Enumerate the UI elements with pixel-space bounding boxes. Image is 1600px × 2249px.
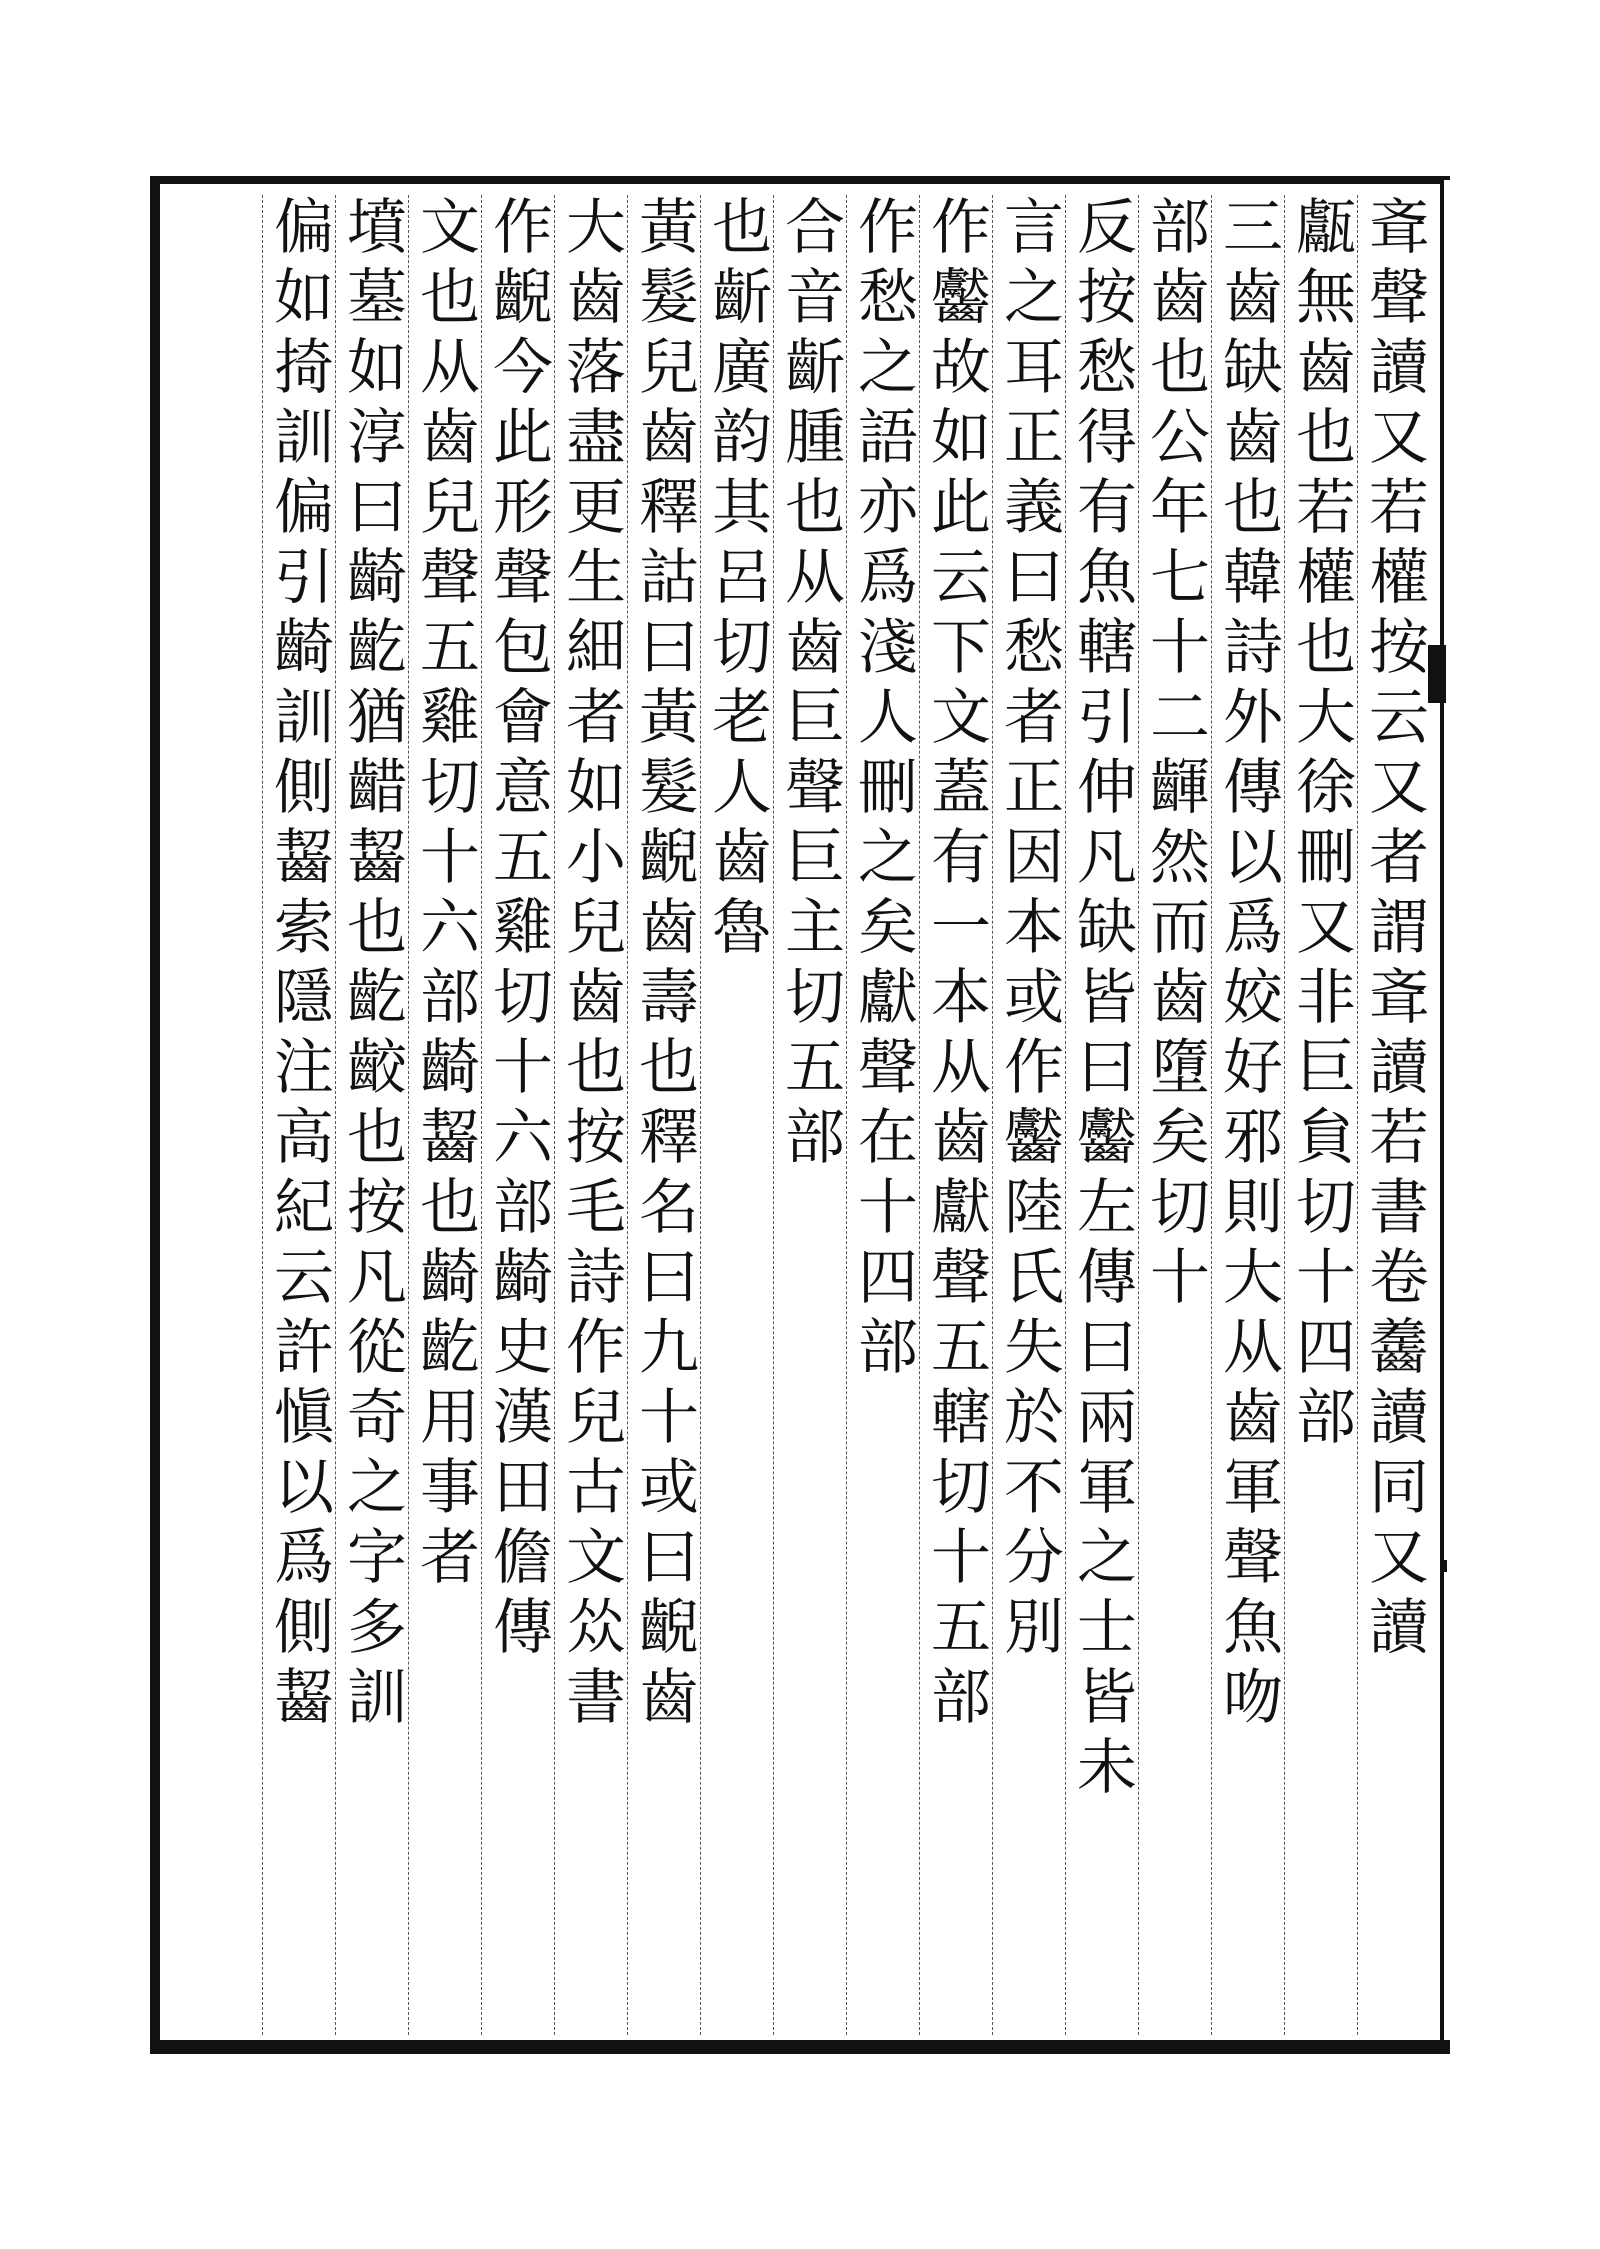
text-column [773, 195, 846, 2035]
text-column [1065, 195, 1138, 2035]
frame-right-rule [1440, 180, 1444, 2050]
column-text: 也齗廣韵其呂切老人齒魯 [702, 195, 772, 965]
text-column [1138, 195, 1211, 2035]
column-text: 墳墓如淳曰齮齕猶齰齧也齕齩也按凡從奇之字多訓 [337, 195, 407, 1735]
fishtail-mark [1428, 645, 1446, 703]
column-text: 三齒缺齒也韓詩外傳以爲姣好邪則大从齒軍聲魚吻 [1213, 195, 1283, 1735]
text-column [554, 195, 627, 2035]
column-text: 黃髮兒齒釋詁曰黃髮齯齒壽也釋名曰九十或曰齯齒 [629, 195, 699, 1735]
column-text: 文也从齒兒聲五雞切十六部齮齧也齮齕用事者 [410, 195, 480, 1595]
text-column [481, 195, 554, 2035]
text-column [1284, 195, 1357, 2035]
frame-bottom-rule [150, 2040, 1450, 2054]
column-text: 偏如掎訓偏引齮訓側齧索隱注高紀云許愼以爲側齧 [264, 195, 334, 1735]
text-column [700, 195, 773, 2035]
text-column [335, 195, 408, 2035]
text-column [992, 195, 1065, 2035]
column-text: 大齒落盡更生細者如小兒齒也按毛詩作兒古文𠈌書 [556, 195, 626, 1735]
text-column [408, 195, 481, 2035]
column-text: 言之耳正義曰愁者正因本或作齾陸氏失於不分別 [994, 195, 1064, 1665]
text-column [919, 195, 992, 2035]
text-column [262, 195, 335, 2035]
text-column [846, 195, 919, 2035]
column-text: 斊聲讀又若權按云又者謂斊讀若書卷齹讀同又讀 [1359, 195, 1429, 1665]
column-text: 甗無齒也若權也大徐刪又非巨貟切十四部 [1286, 195, 1356, 1455]
column-text: 部齒也公年七十二齳然而齒墮矣切十 [1140, 195, 1210, 1315]
text-column [1211, 195, 1284, 2035]
text-column [1357, 195, 1430, 2035]
column-text: 合音齗腫也从齒巨聲巨主切五部 [775, 195, 845, 1175]
column-text: 作愁之語亦爲淺人刪之矣獻聲在十四部 [848, 195, 918, 1385]
text-column [627, 195, 700, 2035]
margin-tick [1441, 1560, 1447, 1572]
text-columns [170, 195, 1430, 2035]
column-text: 作齯今此形聲包會意五雞切十六部齮史漢田儋傳 [483, 195, 553, 1665]
column-text: 作齾故如此云下文蓋有一本从齒獻聲五轄切十五部 [921, 195, 991, 1735]
column-text: 反按愁得有魚轄引伸凡缺皆曰齾左傳曰兩軍之士皆未 [1067, 195, 1137, 1805]
